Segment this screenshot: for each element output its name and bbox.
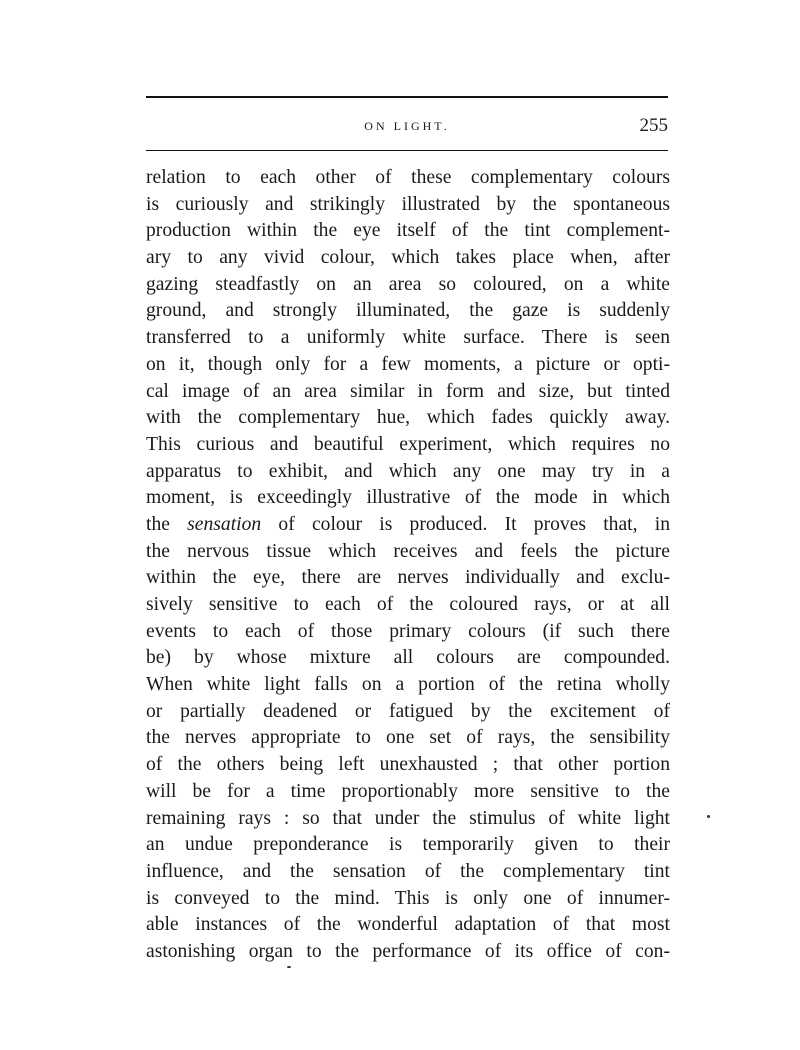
text-line: relation to each other of these complementary colours xyxy=(146,167,670,188)
text-line: of the others being left unexhausted ; that other portion xyxy=(146,754,670,776)
text-line: cal image of an area similar in form and size, but tinted xyxy=(146,380,670,402)
text-line: with the complementary hue, which fades quickly away. xyxy=(146,407,670,429)
text-line: an undue preponderance is temporarily given to their xyxy=(146,834,670,856)
text-line: ary to any vivid colour, which takes place when, after xyxy=(146,247,670,269)
running-title: ON LIGHT. xyxy=(364,119,450,133)
text-segment: the xyxy=(146,513,188,535)
running-head xyxy=(146,114,668,138)
text-line: This curious and beautiful experiment, which requires no xyxy=(146,433,670,455)
text-line: the nervous tissue which receives and feels the picture xyxy=(146,540,670,562)
text-line: apparatus to exhibit, and which any one may try in a xyxy=(146,460,670,482)
text-line: influence, and the sensation of the complementary tint xyxy=(146,860,670,882)
header-top-rule xyxy=(146,96,668,98)
text-line: When white light falls on a portion of the retina wholly xyxy=(146,674,670,696)
text-line: is conveyed to the mind. This is only one of innumer- xyxy=(146,887,670,909)
text-line: transferred to a uniformly white surface. There is seen xyxy=(146,327,670,349)
print-speck xyxy=(707,815,710,818)
text-line: ground, and strongly illuminated, the gaze is suddenly xyxy=(146,300,670,322)
text-line: gazing steadfastly on an area so coloured, on a white xyxy=(146,273,670,295)
text-line: able instances of the wonderful adaptation of that most xyxy=(146,914,670,936)
text-line: sively sensitive to each of the coloured rays, or at all xyxy=(146,594,670,615)
text-line: astonishing organ to the performance of its office of con- xyxy=(146,940,670,962)
text-line: the nerves appropriate to one set of rays, the sensibility xyxy=(146,727,670,749)
text-line: is curiously and strikingly illustrated by the spontaneous xyxy=(146,193,670,215)
text-line: or partially deadened or fatigued by the excitement of xyxy=(146,700,670,722)
text-line: events to each of those primary colours (if such there xyxy=(146,620,670,642)
text-line: remaining rays : so that under the stimulus of white light xyxy=(146,807,670,829)
text-segment: of colour is produced. It proves that, in xyxy=(261,513,670,535)
page-number: 255 xyxy=(639,115,668,136)
text-line: moment, is exceedingly illustrative of the mode in which xyxy=(146,487,670,509)
text-line: be) by whose mixture all colours are compounded. xyxy=(146,647,670,669)
body-text xyxy=(146,165,670,966)
text-line: will be for a time proportionably more sensitive to the xyxy=(146,780,670,802)
text-line: on it, though only for a few moments, a picture or opti- xyxy=(146,353,670,375)
italic-term: sensation xyxy=(187,513,262,535)
text-line: within the eye, there are nerves individually and exclu- xyxy=(146,567,670,589)
text-line: production within the eye itself of the tint complement- xyxy=(146,220,670,242)
header-bottom-rule xyxy=(146,150,668,151)
print-speck xyxy=(287,966,291,968)
text-line xyxy=(146,512,670,539)
